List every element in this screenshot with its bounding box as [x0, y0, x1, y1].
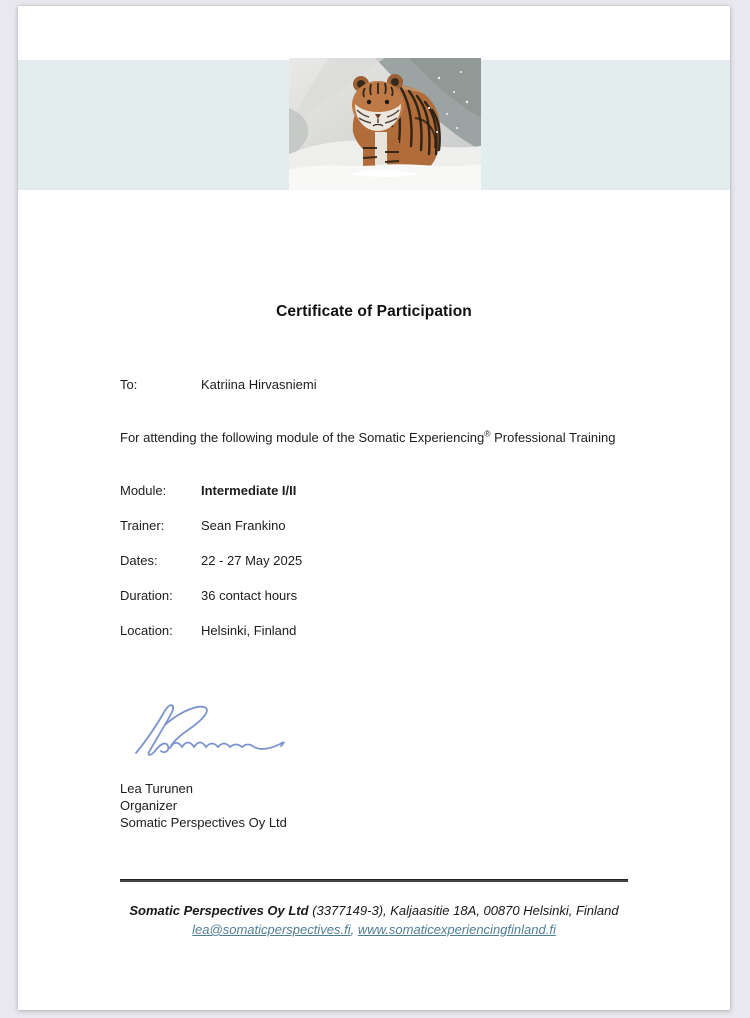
recipient-name: Katriina Hirvasniemi [201, 377, 317, 392]
intro-text-prefix: For attending the following module of the Somatic Experiencing [120, 430, 485, 445]
footer-company-name: Somatic Perspectives Oy Ltd [129, 903, 309, 918]
footer-links-separator: , [350, 922, 358, 937]
dates-value: 22 - 27 May 2025 [201, 553, 303, 568]
tiger-in-snow-illustration [289, 58, 481, 190]
footer-links-line [18, 922, 730, 937]
location-label: Location: [120, 623, 173, 638]
module-value: Intermediate I/II [201, 483, 297, 498]
footer-website-link[interactable]: www.somaticexperiencingfinland.fi [357, 922, 556, 937]
certificate-page [18, 6, 730, 1010]
tiger-photo [289, 58, 481, 190]
dates-label: Dates: [120, 553, 158, 568]
footer-divider-line [120, 879, 628, 882]
detail-row-location [120, 623, 302, 639]
footer-company-line [18, 903, 730, 918]
signer-name: Lea Turunen [120, 781, 194, 796]
signer-role: Organizer [120, 798, 178, 813]
intro-text-suffix: Professional Training [490, 430, 616, 445]
recipient-row [120, 377, 317, 392]
recipient-label: To: [120, 377, 138, 392]
signature-block [120, 780, 287, 831]
trainer-value: Sean Frankino [201, 518, 286, 533]
detail-row-duration [120, 588, 302, 604]
duration-label: Duration: [120, 588, 173, 603]
handwritten-signature [130, 696, 294, 766]
module-label: Module: [120, 483, 167, 498]
certificate-title: Certificate of Participation [276, 303, 472, 320]
detail-row-trainer [120, 518, 302, 534]
duration-value: 36 contact hours [201, 588, 298, 603]
module-details [120, 483, 302, 658]
location-value: Helsinki, Finland [201, 623, 297, 638]
footer-email-link[interactable]: lea@somaticperspectives.fi [192, 922, 351, 937]
signer-organization: Somatic Perspectives Oy Ltd [120, 815, 287, 830]
footer-company-details: (3377149-3), Kaljaasitie 18A, 00870 Helsinki, Finland [308, 903, 619, 918]
registered-trademark-mark: ® [484, 428, 491, 439]
trainer-label: Trainer: [120, 518, 165, 533]
intro-line [120, 430, 616, 445]
detail-row-dates [120, 553, 302, 569]
detail-row-module [120, 483, 302, 499]
